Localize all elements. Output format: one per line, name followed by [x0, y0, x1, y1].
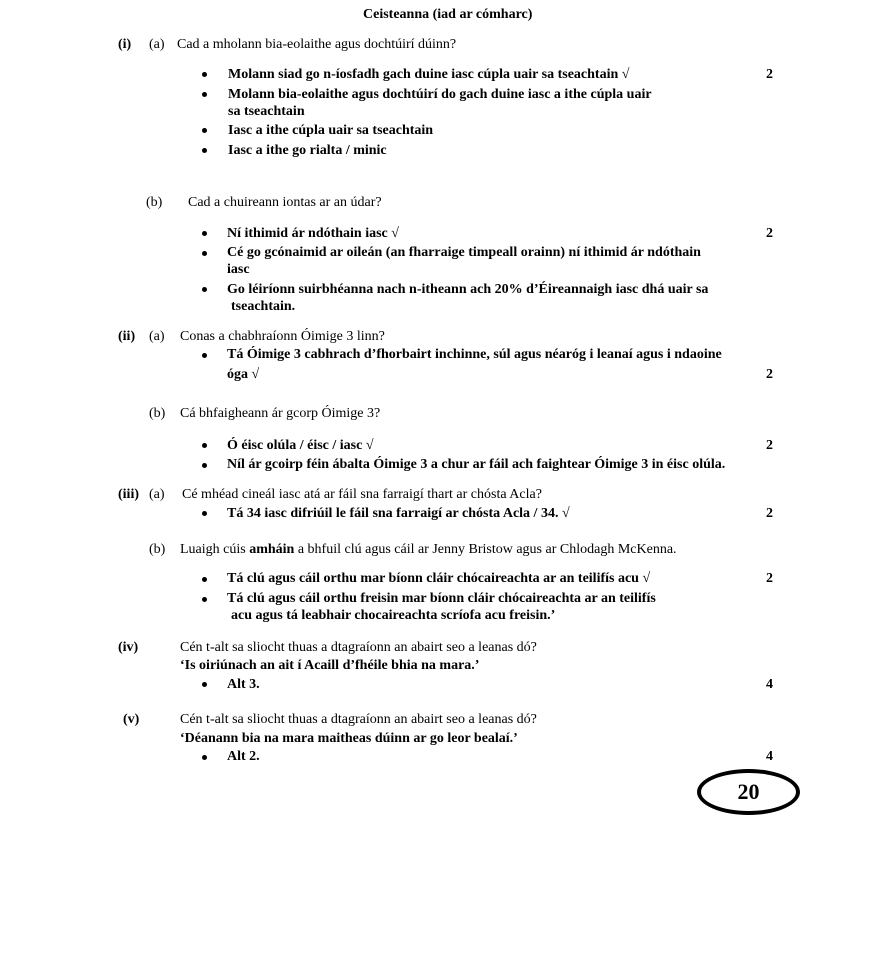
total-marks-oval	[697, 769, 800, 815]
bullet-icon	[202, 511, 207, 516]
question-part-label: (a)	[149, 329, 165, 344]
quote-text: ‘Is oiriúnach an ait í Acaill d’fhéile bhia na mara.’	[180, 658, 480, 673]
answer-text: iasc	[227, 262, 250, 277]
answer-text: Alt 2.	[227, 749, 260, 764]
answer-text: Tá clú agus cáil orthu mar bíonn cláir chócaireachta ar an teilifís acu √	[227, 571, 651, 586]
bullet-icon	[202, 72, 207, 77]
question-part-label: (b)	[146, 195, 163, 210]
bullet-icon	[202, 463, 207, 468]
bullet-icon	[202, 577, 207, 582]
question-number-iii: (iii)	[118, 487, 139, 502]
question-text: Cén t-alt sa sliocht thuas a dtagraíonn an abairt seo a leanas dó?	[180, 712, 537, 727]
answer-text: sa tseachtain	[228, 104, 305, 119]
question-number-iv: (iv)	[118, 640, 139, 655]
marks-value: 2	[766, 571, 773, 586]
bullet-icon	[202, 148, 207, 153]
question-number-ii: (ii)	[118, 329, 136, 344]
answer-text: Tá 34 iasc difriúil le fáil sna farraigí ar chósta Acla / 34. √	[227, 506, 570, 521]
answer-text: Ó éisc olúla / éisc / iasc √	[227, 438, 374, 453]
bullet-icon	[202, 287, 207, 292]
marks-value: 4	[766, 677, 773, 692]
question-part-label: (a)	[149, 37, 165, 52]
answer-text: Tá Óimige 3 cabhrach d’fhorbairt inchinne, súl agus néaróg i leanaí agus i ndaoine	[227, 347, 722, 362]
answer-text: Molann bia-eolaithe agus dochtúirí do gach duine iasc a ithe cúpla uair	[228, 87, 652, 102]
question-text: Conas a chabhraíonn Óimige 3 linn?	[180, 329, 385, 344]
answer-text: Cé go gcónaimid ar oileán (an fharraige timpeall orainn) ní ithimid ár ndóthain	[227, 245, 701, 260]
question-text: Cad a mholann bia-eolaithe agus dochtúirí dúinn?	[177, 37, 457, 52]
question-number-v: (v)	[123, 712, 140, 727]
marks-value: 2	[766, 67, 773, 82]
bullet-icon	[202, 597, 207, 602]
bullet-icon	[202, 128, 207, 133]
quote-text: ‘Déanann bia na mara maitheas dúinn ar go leor bealaí.’	[180, 731, 518, 746]
question-text: Cén t-alt sa sliocht thuas a dtagraíonn an abairt seo a leanas dó?	[180, 640, 537, 655]
answer-text: Iasc a ithe cúpla uair sa tseachtain	[228, 123, 434, 138]
marks-value: 4	[766, 749, 773, 764]
answer-text: acu agus tá leabhair chocaireachta scríofa acu freisin.’	[231, 608, 556, 623]
question-part-label: (b)	[149, 406, 166, 421]
bullet-icon	[202, 92, 207, 97]
answer-text: Iasc a ithe go rialta / minic	[228, 143, 387, 158]
total-marks: 20	[737, 779, 760, 804]
answer-text: Molann siad go n-íosfadh gach duine iasc cúpla uair sa tseachtain √	[228, 67, 630, 82]
marks-value: 2	[766, 226, 773, 241]
answer-text: Tá clú agus cáil orthu freisin mar bíonn cláir chócaireachta ar an teilifís	[227, 591, 656, 606]
page-title: Ceisteanna (iad ar cómharc)	[363, 7, 533, 22]
bullet-icon	[202, 443, 207, 448]
question-number-i: (i)	[118, 37, 132, 52]
question-text: Cé mhéad cineál iasc atá ar fáil sna farraigí thart ar chósta Acla?	[182, 487, 542, 502]
bullet-icon	[202, 755, 207, 760]
question-part-label: (b)	[149, 542, 166, 557]
bullet-icon	[202, 251, 207, 256]
bullet-icon	[202, 231, 207, 236]
question-part-label: (a)	[149, 487, 165, 502]
question-text: Cad a chuireann iontas ar an údar?	[188, 195, 382, 210]
question-text: Luaigh cúis amháin a bhfuil clú agus cáil ar Jenny Bristow agus ar Chlodagh McKenna.	[180, 542, 677, 557]
answer-text: óga √	[227, 367, 260, 382]
bullet-icon	[202, 353, 207, 358]
bullet-icon	[202, 682, 207, 687]
marks-value: 2	[766, 367, 773, 382]
answer-text: Go léiríonn suirbhéanna nach n-itheann ach 20% d’Éireannaigh iasc dhá uair sa	[227, 282, 709, 297]
answer-text: Níl ár gcoirp féin ábalta Óimige 3 a chur ar fáil ach faightear Óimige 3 in éisc olúla.	[227, 457, 726, 472]
answer-text: tseachtain.	[231, 299, 296, 314]
answer-text: Alt 3.	[227, 677, 260, 692]
marks-value: 2	[766, 506, 773, 521]
answer-text: Ní ithimid ár ndóthain iasc √	[227, 226, 399, 241]
marks-value: 2	[766, 438, 773, 453]
question-text: Cá bhfaigheann ár gcorp Óimige 3?	[180, 406, 381, 421]
